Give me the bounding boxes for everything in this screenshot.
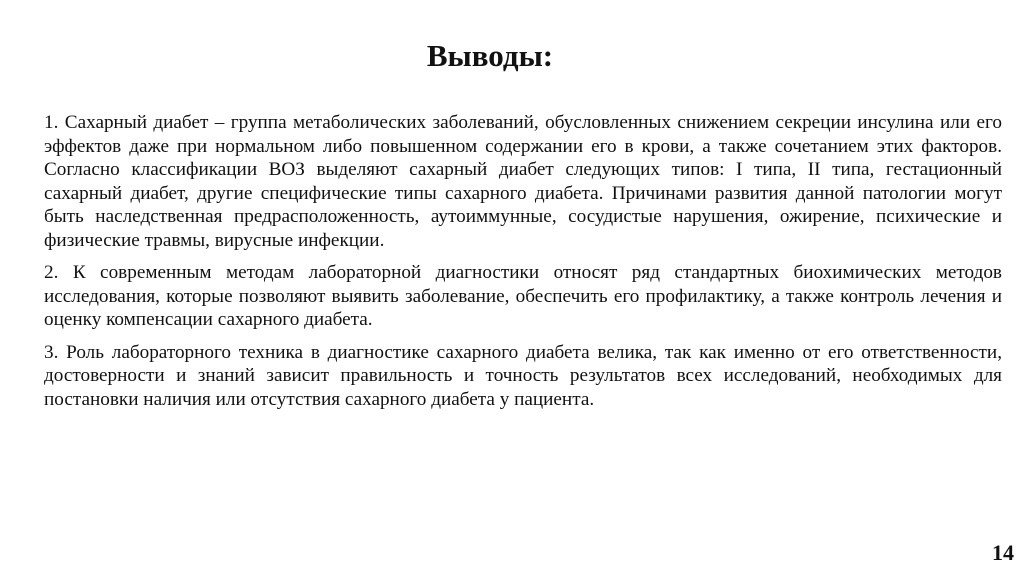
conclusion-paragraph-1: 1. Сахарный диабет – группа метаболических заболеваний, обусловленных снижением секреции инсулина или его эффектов даже при нормальном либо повышенном содержании его в крови, а также сочетанием этих факторов. Согласно классификации ВОЗ выделяют сахарный диабет следующих типов: I типа, II типа, гестационный сахарный диабет, другие специфические типы сахарного диабета. Причинами развития данной патологии могут быть наследственная предрасположенность, аутоиммунные, сосудистые нарушения, ожирение, психические и физические травмы, вирусные инфекции. xyxy=(44,112,1002,251)
conclusion-paragraph-3: 3. Роль лабораторного техника в диагностике сахарного диабета велика, так как именно от его ответственности, достоверности и знаний зависит правильность и точность результатов всех исследований, необходимых для постановки наличия или отсутствия сахарного диабета у пациента. xyxy=(44,341,1002,410)
conclusions-list xyxy=(44,111,1002,420)
page-number: 14 xyxy=(992,540,1014,565)
conclusion-paragraph-2: 2. К современным методам лабораторной диагностики относят ряд стандартных биохимических методов исследования, которые позволяют выявить заболевание, обеспечить его профилактику, а также контроль лечения и оценку компенсации сахарного диабета. xyxy=(44,262,1002,330)
slide-title: Выводы: xyxy=(426,38,554,73)
